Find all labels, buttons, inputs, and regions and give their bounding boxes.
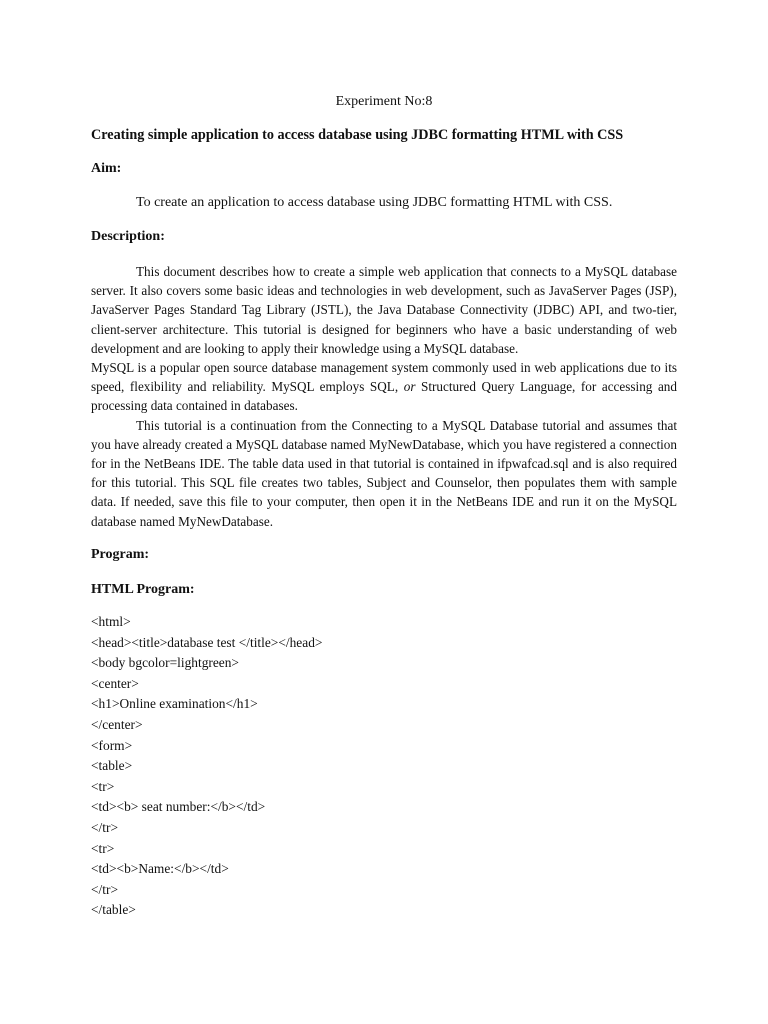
aim-heading: Aim: [91, 161, 122, 176]
code-line: <tr> [91, 840, 115, 856]
code-line: </center> [91, 716, 143, 732]
description-body [91, 262, 677, 531]
html-code-listing [91, 612, 322, 921]
description-paragraph-1: This document describes how to create a simple web application that connects to a MySQL database server. It also covers some basic ideas and technologies in web development, such as JavaServer Pages (JSP), JavaServer Pages Standard Tag Library (JSTL), the Java Database Connectivity (JDBC) API, and two-tier, client-server architecture. This tutorial is designed for beginners who have a basic understanding of web development and are looking to apply their knowledge using a MySQL database. [91, 264, 677, 356]
code-line: <h1>Online examination</h1> [91, 696, 258, 712]
description-paragraph-2: MySQL is a popular open source database management system commonly used in web applications due to its speed, flexibility and reliability. MySQL employs SQL, or Structured Query Language, for accessing and processing data contained in databases. [91, 360, 677, 414]
code-line: </tr> [91, 881, 119, 897]
main-heading: Creating simple application to access database using JDBC formatting HTML with CSS [91, 127, 624, 143]
code-line: <tr> [91, 778, 115, 794]
code-line: </table> [91, 902, 136, 918]
description-heading: Description: [91, 229, 165, 244]
code-line: <form> [91, 737, 133, 753]
code-line: <html> [91, 614, 131, 629]
code-line: <td><b> seat number:</b></td> [91, 799, 266, 815]
description-paragraph-3: This tutorial is a continuation from the Connecting to a MySQL Database tutorial and assumes that you have already created a MySQL database named MyNewDatabase, which you have registered a connection for in the NetBeans IDE. The table data used in that tutorial is contained in ifpwafcad.sql and is also required for this tutorial. This SQL file creates two tables, Subject and Counselor, then populates them with sample data. If needed, save this file to your computer, then open it in the NetBeans IDE and run it on the MySQL database named MyNewDatabase. [91, 417, 677, 529]
code-line: </tr> [91, 819, 119, 835]
aim-text: To create an application to access database using JDBC formatting HTML with CSS. [136, 195, 613, 210]
code-line: <body bgcolor=lightgreen> [91, 655, 239, 671]
html-program-heading: HTML Program: [91, 582, 195, 597]
emphasis-or: or [403, 379, 416, 395]
experiment-title: Experiment No:8 [335, 94, 433, 109]
code-line: <table> [91, 758, 133, 774]
code-line: <td><b>Name:</b></td> [91, 861, 229, 877]
program-heading: Program: [91, 547, 150, 562]
code-line: <center> [91, 675, 139, 691]
code-line: <head><title>database test </title></head> [91, 634, 323, 650]
